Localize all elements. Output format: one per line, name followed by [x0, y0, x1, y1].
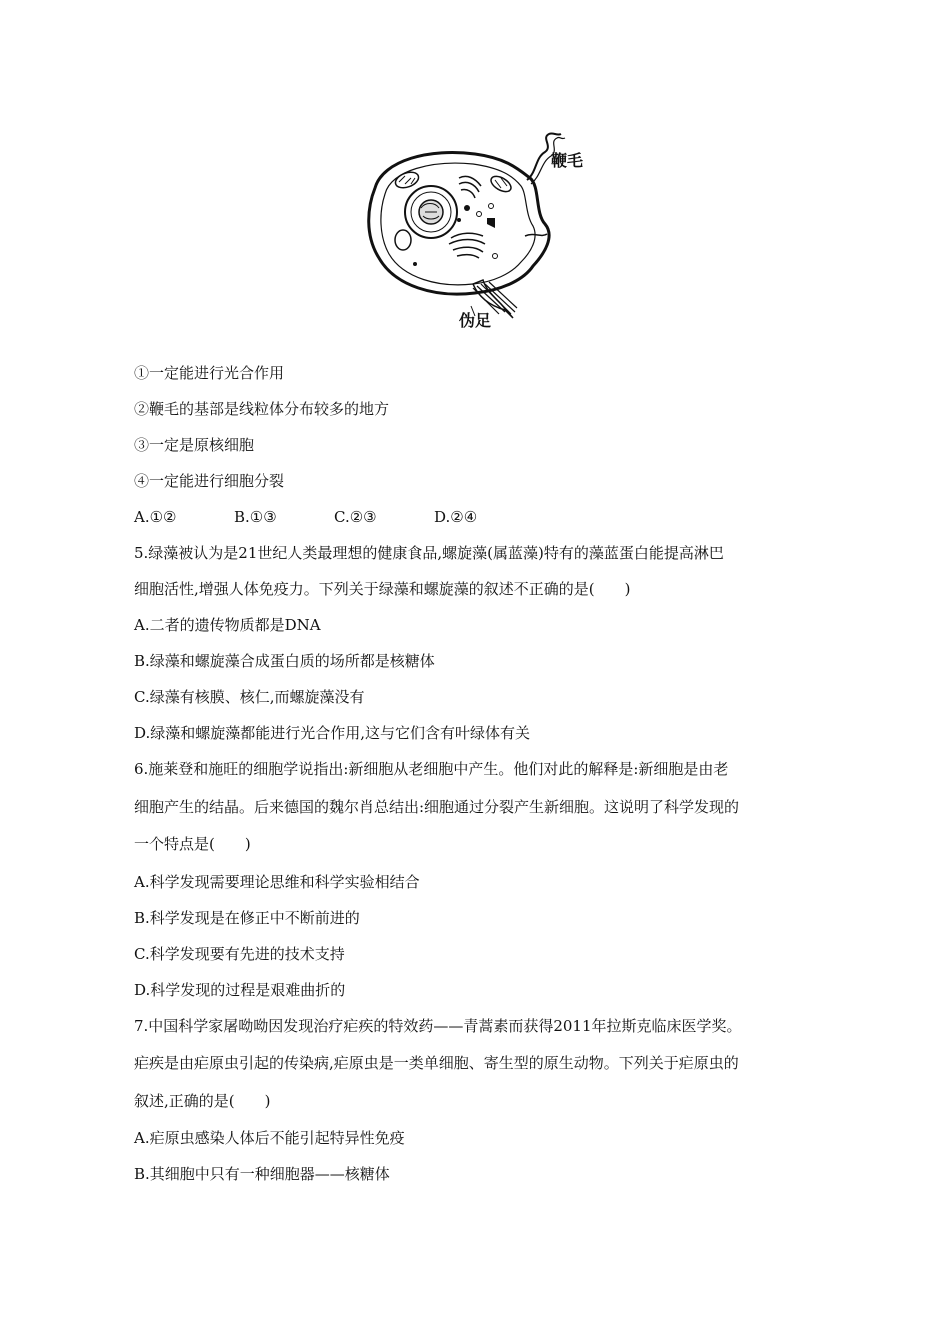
q7-option-a: A.疟原虫感染人体后不能引起特异性免疫 — [134, 1129, 405, 1147]
q4-statement-3: ③一定是原核细胞 — [134, 436, 255, 454]
label-pseudopod: 伪足 — [459, 311, 492, 330]
q7-option-b: B.其细胞中只有一种细胞器——核糖体 — [134, 1165, 390, 1183]
q6-stem — [134, 751, 834, 864]
q4-option-c: C.②③ — [334, 508, 377, 526]
q4-option-b: B.①③ — [234, 508, 277, 526]
q6-option-b: B.科学发现是在修正中不断前进的 — [134, 908, 360, 927]
q4-statement-2: ②鞭毛的基部是线粒体分布较多的地方 — [134, 400, 390, 418]
q4-option-a: A.①② — [134, 508, 177, 526]
q4-options — [134, 499, 834, 535]
q7-stem-line-2: 疟疾是由疟原虫引起的传染病,疟原虫是一类单细胞、寄生型的原生动物。下列关于疟原虫的 — [134, 1054, 739, 1072]
q7-stem-line-1: 7.中国科学家屠呦呦因发现治疗疟疾的特效药——青蒿素而获得2011年拉斯克临床医学奖。 — [134, 1016, 742, 1035]
q6-stem-line-3: 一个特点是( ) — [134, 835, 251, 853]
q4-option-d: D.②④ — [434, 508, 478, 526]
cell-diagram — [355, 128, 605, 333]
q5-stem-line-2: 细胞活性,增强人体免疫力。下列关于绿藻和螺旋藻的叙述不正确的是( ) — [134, 580, 631, 598]
q6-option-a: A.科学发现需要理论思维和科学实验相结合 — [134, 872, 420, 891]
q4-statement-1: ①一定能进行光合作用 — [134, 364, 285, 382]
q5-stem-line-1: 5.绿藻被认为是21世纪人类最理想的健康食品,螺旋藻(属蓝藻)特有的藻蓝蛋白能提高淋巴 — [134, 544, 724, 562]
label-flagellum: 鞭毛 — [551, 151, 584, 170]
q7-stem-line-3: 叙述,正确的是( ) — [134, 1091, 271, 1110]
q6-option-c: C.科学发现要有先进的技术支持 — [134, 944, 345, 963]
question-content — [134, 355, 834, 1192]
q6-option-d: D.科学发现的过程是艰难曲折的 — [134, 980, 346, 999]
q5-option-d: D.绿藻和螺旋藻都能进行光合作用,这与它们含有叶绿体有关 — [134, 724, 531, 742]
q4-statement-4: ④一定能进行细胞分裂 — [134, 472, 285, 490]
q5-option-a: A.二者的遗传物质都是DNA — [134, 616, 321, 634]
q5-option-b: B.绿藻和螺旋藻合成蛋白质的场所都是核糖体 — [134, 652, 435, 670]
q7-stem — [134, 1008, 834, 1121]
q6-stem-line-2: 细胞产生的结晶。后来德国的魏尔肖总结出:细胞通过分裂产生新细胞。这说明了科学发现的 — [134, 797, 740, 816]
q5-option-c: C.绿藻有核膜、核仁,而螺旋藻没有 — [134, 688, 365, 706]
q6-stem-line-1: 6.施莱登和施旺的细胞学说指出:新细胞从老细胞中产生。他们对此的解释是:新细胞是由老 — [134, 760, 729, 778]
